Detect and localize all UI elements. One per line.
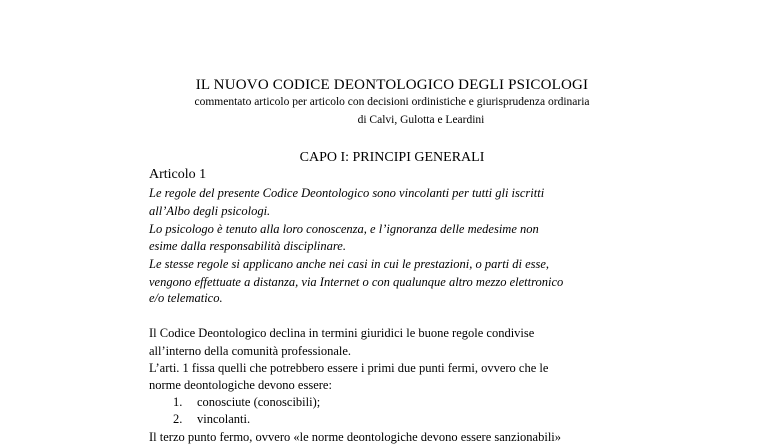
commentary-line: norme deontologiche devono essere: xyxy=(149,378,332,392)
article-heading: Articolo 1 xyxy=(149,167,207,182)
commentary-line: Il Codice Deontologico declina in termini giuridici le buone regole condivise xyxy=(149,326,535,340)
list-item-number: 1. xyxy=(173,395,183,409)
article-text-line: Le regole del presente Codice Deontologico sono vincolanti per tutti gli iscritti xyxy=(149,186,545,200)
list-item-text: conosciute (conoscibili); xyxy=(197,395,321,409)
article-text-line: vengono effettuate a distanza, via Internet o con qualunque altro mezzo elettronico xyxy=(149,275,564,289)
list-item-text: vincolanti. xyxy=(197,412,251,426)
document-subtitle: commentato articolo per articolo con decisioni ordinistiche e giurisprudenza ordinaria xyxy=(194,96,590,108)
chapter-heading: CAPO I: PRINCIPI GENERALI xyxy=(299,150,485,165)
list-item-number: 2. xyxy=(173,412,183,426)
commentary-line: all’interno della comunità professionale. xyxy=(149,344,352,358)
article-text-line: esime dalla responsabilità disciplinare. xyxy=(149,239,346,253)
article-text-line: Le stesse regole si applicano anche nei casi in cui le prestazioni, o parti di esse, xyxy=(149,257,550,271)
commentary-last-line: Il terzo punto fermo, ovvero «le norme deontologiche devono essere sanzionabili» xyxy=(149,430,562,444)
article-text-line: e/o telematico. xyxy=(149,291,223,305)
article-text-line: Lo psicologo è tenuto alla loro conoscenza, e l’ignoranza delle medesime non xyxy=(149,222,539,236)
commentary-line: L’arti. 1 fissa quelli che potrebbero essere i primi due punti fermi, ovvero che le xyxy=(149,361,549,375)
article-text-line: all’Albo degli psicologi. xyxy=(149,204,271,218)
document-title: IL NUOVO CODICE DEONTOLOGICO DEGLI PSICOLOGI xyxy=(195,77,589,93)
document-authors: di Calvi, Gulotta e Leardini xyxy=(357,114,485,126)
